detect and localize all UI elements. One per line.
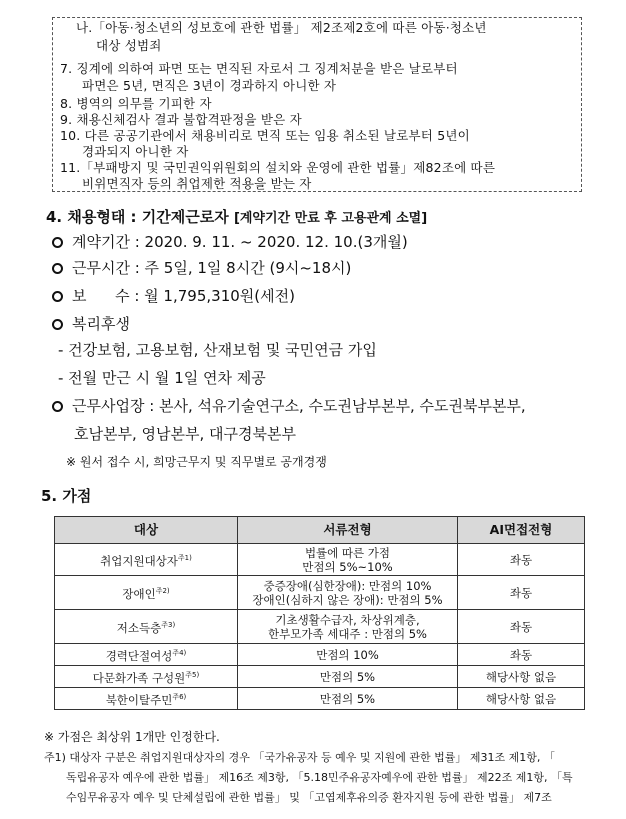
table-row (55, 688, 585, 710)
bonus-points-table (54, 516, 585, 710)
box-line: 비위면직자 등의 취업제한 적용을 받는 자 (82, 176, 312, 191)
row-target: 취업지원대상자$^{주1)}$ (55, 544, 238, 576)
bullet-text: 계약기간 : 2020. 9. 11. ~ 2020. 12. 10.(3개월) (72, 233, 408, 251)
workplace-note: ※ 원서 접수 시, 희망근무지 및 직무별로 공개경쟁 (66, 455, 327, 469)
row-ai: 좌동 (458, 644, 585, 666)
table-row (55, 644, 585, 666)
box-line: 나.「아동·청소년의 성보호에 관한 법률」 제2조제2호에 따른 아동·청소년 (76, 20, 487, 35)
bullet-contract-period (52, 232, 408, 252)
header-target: 대상 (55, 517, 238, 544)
bullet-text: 근무사업장 : 본사, 석유기술연구소, 수도권남부본부, 수도권북부본부, (72, 397, 526, 415)
table-row (55, 666, 585, 688)
box-line: 9. 채용신체검사 결과 불합격판정을 받은 자 (60, 112, 302, 127)
footnote-line: 주1) 대상자 구분은 취업지원대상자의 경우 「국가유공자 등 예우 및 지원에 관한 법률」 제31조 제1항, 「 (44, 751, 555, 764)
row-target: 경력단절여성$^{주4)}$ (55, 644, 238, 666)
circle-bullet-icon (52, 291, 63, 302)
row-target: 저소득층$^{주3)}$ (55, 610, 238, 644)
welfare-leave: - 전월 만근 시 월 1일 연차 제공 (58, 369, 266, 387)
row-document: 중증장애(심한장애): 만점의 10% 장애인(심하지 않은 장애): 만점의 5% (238, 576, 458, 610)
bullet-workplace (52, 396, 526, 416)
table-row (55, 544, 585, 576)
box-line: 8. 병역의 의무를 기피한 자 (60, 96, 212, 111)
box-line: 11.「부패방지 및 국민권익위원회의 설치와 운영에 관한 법률」제82조에 따른 (60, 160, 496, 175)
header-ai-interview: AI면접전형 (458, 517, 585, 544)
row-target: 다문화가족 구성원$^{주5)}$ (55, 666, 238, 688)
row-ai: 좌동 (458, 544, 585, 576)
welfare-insurance: - 건강보험, 고용보험, 산재보험 및 국민연금 가입 (58, 341, 377, 359)
circle-bullet-icon (52, 319, 63, 330)
footnote-line: 수임무유공자 예우 및 단체설립에 관한 법률」 및 「고엽제후유의증 환자지원 등에 관한 법률」 제7조 (66, 791, 552, 804)
header-document: 서류전형 (238, 517, 458, 544)
bonus-note: ※ 가점은 최상위 1개만 인정한다. (44, 730, 220, 744)
row-document: 만점의 5% (238, 688, 458, 710)
bullet-welfare (52, 314, 130, 334)
row-document: 만점의 5% (238, 666, 458, 688)
box-line: 경과되지 아니한 자 (82, 144, 189, 159)
box-line: 대상 성범죄 (96, 38, 162, 53)
table-row (55, 610, 585, 644)
workplace-line2: 호남본부, 영남본부, 대구경북본부 (74, 425, 296, 443)
footnote-line: 독립유공자 예우에 관한 법률」 제16조 제3항, 「5.18민주유공자예우에 관한 법률」 제22조 제1항, 「특 (66, 771, 573, 784)
bullet-salary (52, 286, 295, 306)
row-document: 법률에 따른 가점 만점의 5%~10% (238, 544, 458, 576)
circle-bullet-icon (52, 237, 63, 248)
table-header-row (55, 517, 585, 544)
row-ai: 좌동 (458, 576, 585, 610)
row-document: 만점의 10% (238, 644, 458, 666)
bullet-work-hours (52, 258, 351, 278)
bullet-text: 근무시간 : 주 5일, 1일 8시간 (9시~18시) (72, 259, 352, 277)
section5-title: 5. 가점 (41, 487, 92, 505)
section4-heading-sub: [계약기간 만료 후 고용관계 소멸] (233, 211, 428, 226)
row-ai: 해당사항 없음 (458, 688, 585, 710)
section4-heading: 4. 채용형태 : 기간제근로자 (46, 208, 229, 226)
table-row (55, 576, 585, 610)
row-ai: 좌동 (458, 610, 585, 644)
row-target: 장애인$^{주2)}$ (55, 576, 238, 610)
bullet-text: 보 수 : 월 1,795,310원(세전) (72, 287, 295, 305)
box-line: 파면은 5년, 면직은 3년이 경과하지 아니한 자 (82, 78, 337, 93)
circle-bullet-icon (52, 401, 63, 412)
box-line: 10. 다른 공공기관에서 채용비리로 면직 또는 임용 취소된 날로부터 5년이 (60, 128, 470, 143)
row-target: 북한이탈주민$^{주6)}$ (55, 688, 238, 710)
section4-title (46, 206, 427, 227)
row-document: 기초생활수급자, 차상위계층, 한부모가족 세대주 : 만점의 5% (238, 610, 458, 644)
row-ai: 해당사항 없음 (458, 666, 585, 688)
bullet-text: 복리후생 (72, 315, 130, 333)
circle-bullet-icon (52, 263, 63, 274)
box-line: 7. 징계에 의하여 파면 또는 면직된 자로서 그 징계처분을 받은 날로부터 (60, 61, 458, 76)
